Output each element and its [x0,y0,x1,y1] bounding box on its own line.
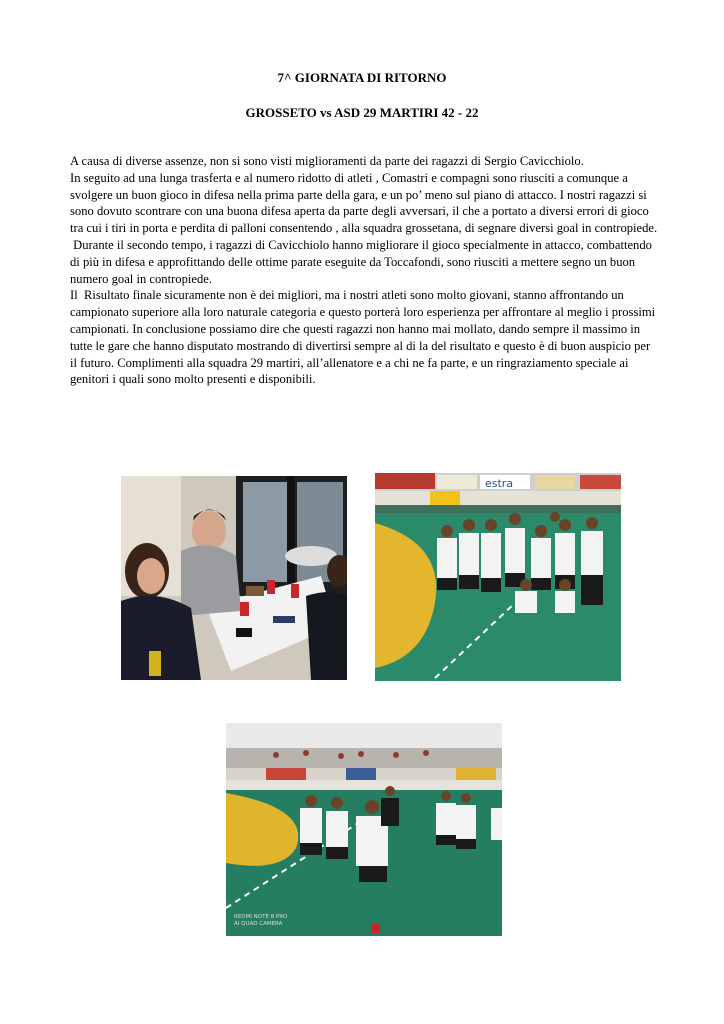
paragraph-1: A causa di diverse assenze, non si sono visti miglioramenti da parte dei ragazzi di Sergio Cavicchiolo. [70,154,584,168]
photo-players-walking [226,723,502,936]
camera-watermark [234,914,287,928]
match-result: GROSSETO vs ASD 29 MARTIRI 42 - 22 [245,105,479,120]
photo-team-on-court [375,473,621,681]
photo2-banner-text: estra [485,477,514,490]
photo-players-at-table [121,476,347,680]
watermark-line2: AI QUAD CAMERA [234,921,283,927]
article-body [70,153,660,388]
watermark-line1: REDMI NOTE 8 PRO [234,914,288,920]
page-title: 7^ GIORNATA DI RITORNO [277,70,447,85]
paragraph-4: Il Risultato finale sicuramente non è dei migliori, ma i nostri atleti sono molto giovani, stanno affrontando un campionato superiore alla loro naturale categoria e questo porterà loro esperienza per affrontare al meglio i prossimi campionati. In conclusione possiamo dire che questi ragazzi non hanno mai mollato, dando sempre il massimo in tutte le gare che hanno disputato mostrando di divertirsi sempre al di la del risultato e questo è di buon auspicio per il futuro. Complimenti alla squadra 29 martiri, all’allenatore e a chi ne fa parte, e un ringraziamento speciale ai genitori i quali sono molto presenti e disponibili. [70,288,659,387]
paragraph-2: In seguito ad una lunga trasferta e al numero ridotto di atleti , Comastri e compagni sono riusciti a comunque a svolgere un buon gioco in difesa nella prima parte della gara, e un po’ meno sul piano di attacco. I nostri ragazzi si sono dovuto scontrare con una buona difesa aperta da parte degli avversari, il che a portato a diversi errori di gioco tra cui i tiri in porta e perdita di palloni consentendo , alla squadra grossetana, di segnare diversi goal in contropiede. [70,170,658,236]
paragraph-3: Durante il secondo tempo, i ragazzi di Cavicchiolo hanno migliorare il gioco specialmente in attacco, combattendo di più in difesa e approfittando delle ottime parate eseguite da Toccafondi, sono riusciti a mettere segno un buon numero goal in contropiede. [70,237,656,286]
